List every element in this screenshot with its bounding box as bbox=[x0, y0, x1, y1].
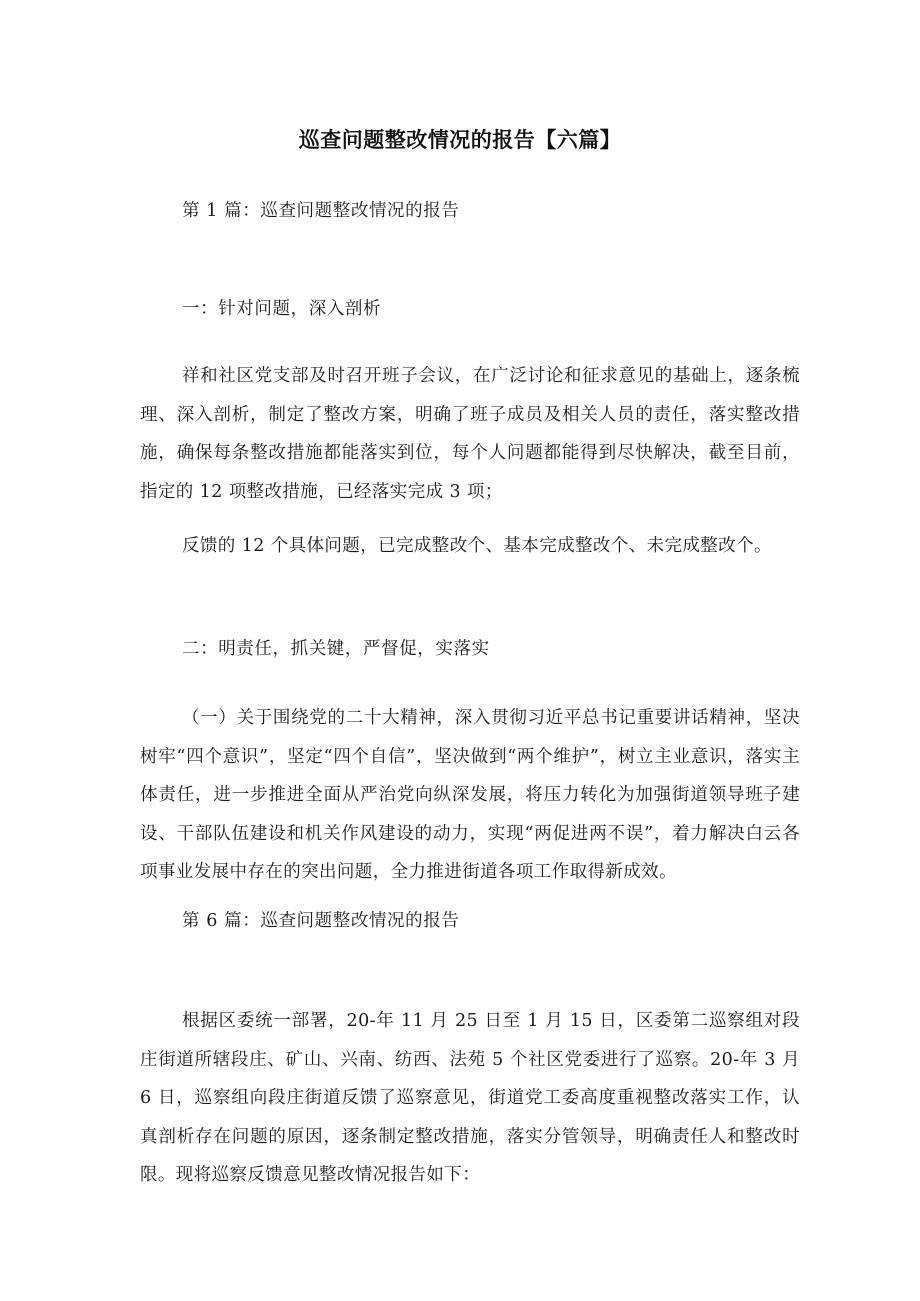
part-2-paragraph-1: （一）关于围绕党的二十大精神，深入贯彻习近平总书记重要讲话精神，坚决树牢“四个意识”，坚定“四个自信”，坚决做到“两个维护”，树立主业意识，落实主体责任，进一步推进全面从严治党向纵深发展，将压力转化为加强街道领导班子建设、干部队伍建设和机关作风建设的动力，实现“两促进两不误”，着力解决白云各项事业发展中存在的突出问题，全力推进街道各项工作取得新成效。 bbox=[140, 708, 800, 882]
part-1-paragraph-1: 祥和社区党支部及时召开班子会议，在广泛讨论和征求意见的基础上，逐条梳理、深入剖析，制定了整改方案，明确了班子成员及相关人员的责任，落实整改措施，确保每条整改措施都能落实到位，每个人问题都能得到尽快解决，截至目前，指定的 12 项整改措施，已经落实完成 3 项； bbox=[140, 366, 800, 502]
part-1-heading: 一：针对问题，深入剖析 bbox=[182, 299, 382, 319]
section-6-heading: 第 6 篇：巡查问题整改情况的报告 bbox=[182, 911, 460, 931]
section-1-heading: 第 1 篇：巡查问题整改情况的报告 bbox=[182, 201, 460, 221]
document-title: 巡查问题整改情况的报告【六篇】 bbox=[298, 128, 622, 152]
part-1-paragraph-2: 反馈的 12 个具体问题，已完成整改个、基本完成整改个、未完成整改个。 bbox=[182, 536, 772, 556]
section-6-paragraph-1: 根据区委统一部署，20-年 11 月 25 日至 1 月 15 日，区委第二巡察组对段庄街道所辖段庄、矿山、兴南、纺西、法苑 5 个社区党委进行了巡察。20-年 3 月 6 日，巡察组向段庄街道反馈了巡察意见，街道党工委高度重视整改落实工作，认真剖析存在问题的原因，逐条制定整改措施，落实分管领导，明确责任人和整改时限。现将巡察反馈意见整改情况报告如下： bbox=[140, 1011, 800, 1185]
part-2-heading: 二：明责任，抓关键，严督促，实落实 bbox=[182, 639, 490, 659]
